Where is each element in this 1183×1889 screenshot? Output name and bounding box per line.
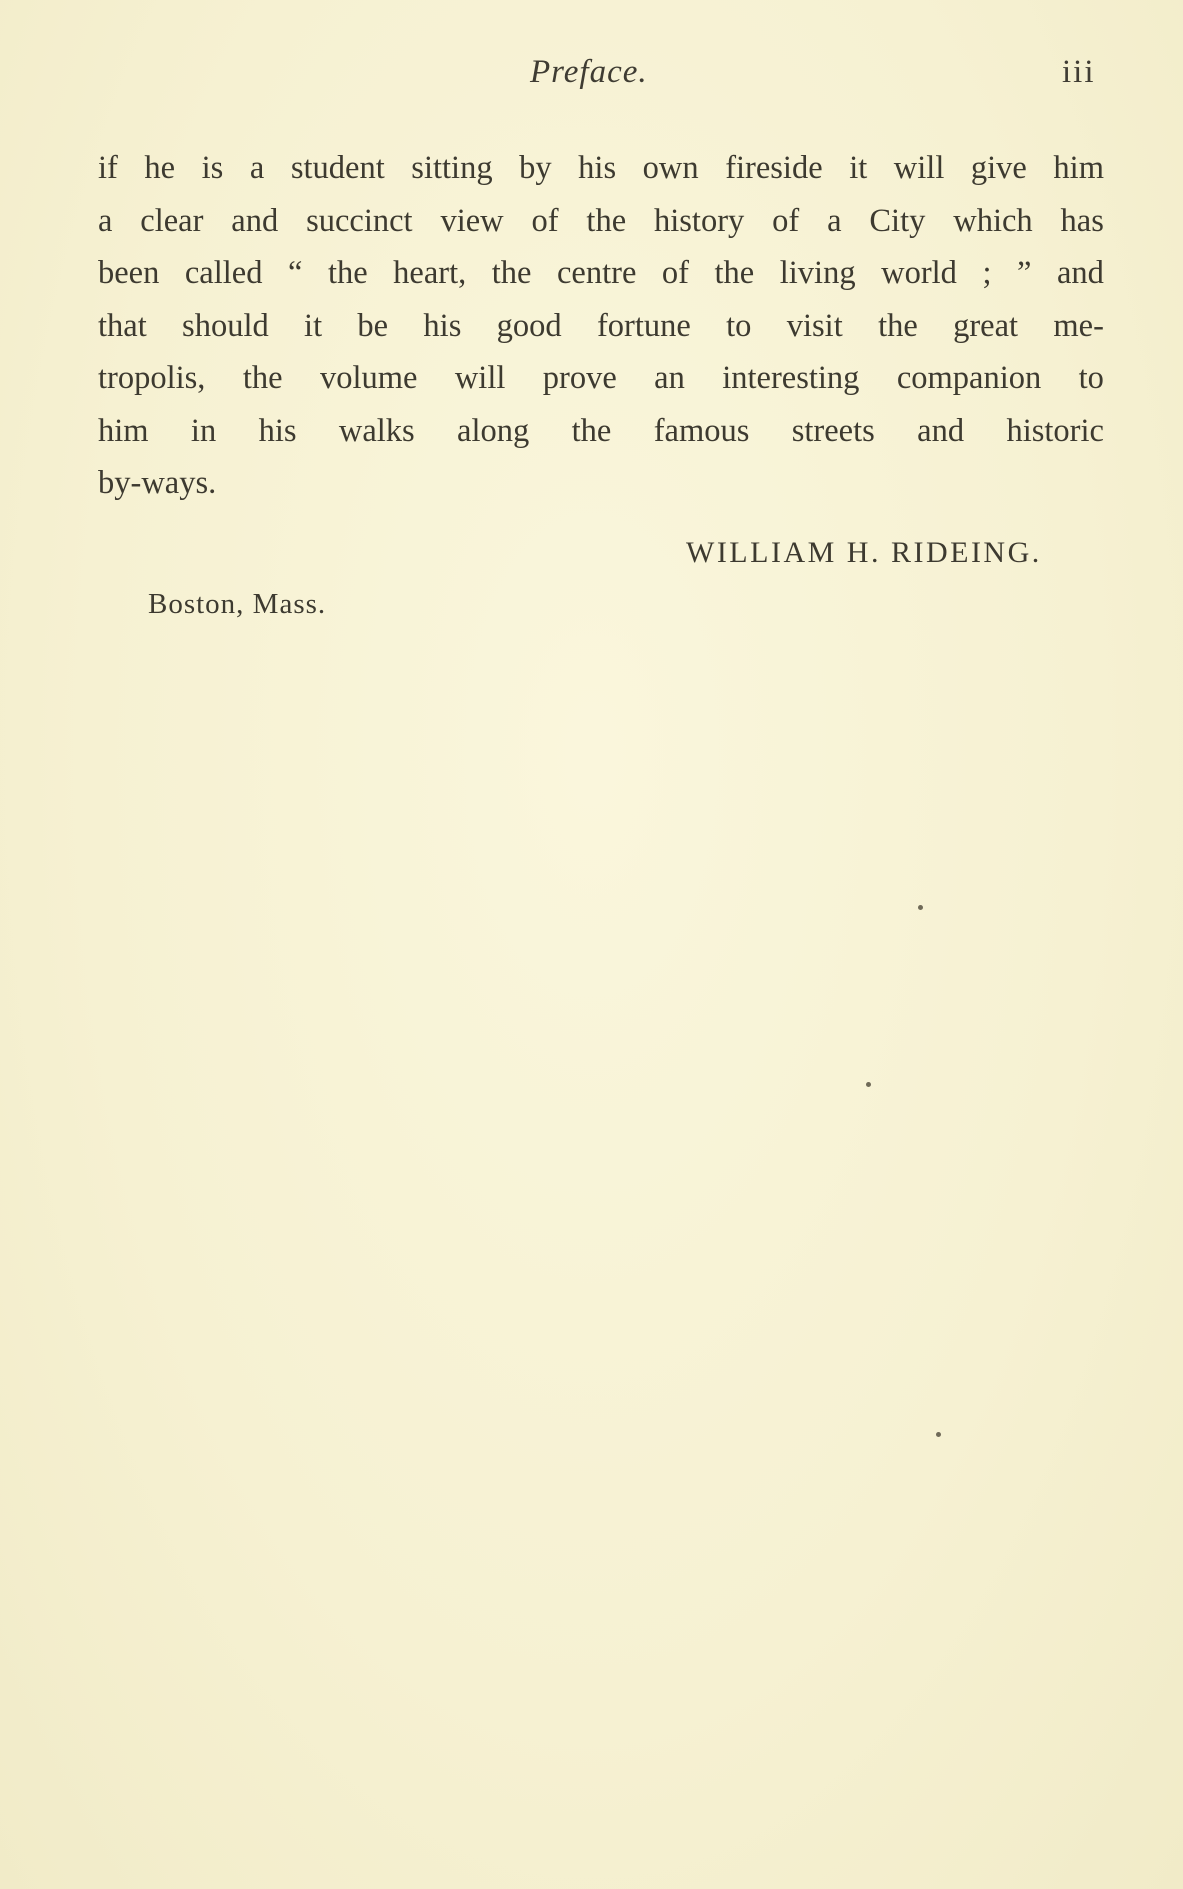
word: the (586, 202, 627, 239)
word: view (440, 202, 504, 239)
word: of (531, 202, 559, 239)
word: should (182, 307, 269, 344)
word: of (661, 255, 689, 291)
word: the (571, 412, 612, 449)
word: clear (140, 202, 204, 239)
page-number: iii (1062, 54, 1096, 90)
word: which (953, 202, 1033, 239)
word: a (249, 150, 265, 186)
word: student (290, 150, 385, 186)
word: “ (287, 255, 303, 291)
word: famous (653, 412, 750, 449)
word: great (953, 307, 1019, 344)
place-line: Boston, Mass. (148, 588, 327, 620)
word: ” (1016, 255, 1032, 291)
word: the (878, 307, 918, 344)
word: and (1056, 255, 1104, 291)
word: and (231, 202, 279, 239)
text-line (98, 405, 1104, 458)
word: that (98, 307, 147, 344)
word: him (1053, 150, 1104, 186)
word: to (1078, 360, 1104, 396)
text-line (98, 195, 1104, 248)
word: good (496, 307, 562, 344)
word: his (423, 307, 462, 344)
word: in (190, 412, 217, 449)
word: fireside (725, 150, 823, 186)
word: be (357, 307, 389, 344)
word: the (242, 360, 283, 396)
word: the (714, 255, 755, 291)
paper-speck (918, 905, 923, 910)
word: prove (542, 360, 617, 396)
word: tropolis, (98, 360, 206, 396)
paper-speck (866, 1082, 871, 1087)
word: interesting (722, 360, 860, 396)
preface-paragraph (98, 142, 1104, 510)
word: heart, (393, 255, 467, 291)
author-signature: WILLIAM H. RIDEING. (686, 536, 1042, 569)
word: his (578, 150, 617, 186)
word: of (772, 202, 800, 239)
word: been (98, 255, 160, 291)
word: along (457, 412, 530, 449)
word: will (893, 150, 945, 186)
word: fortune (596, 307, 691, 344)
word: the (491, 255, 532, 291)
word: history (654, 202, 745, 239)
word: it (849, 150, 868, 186)
word: if (98, 150, 118, 186)
word: companion (896, 360, 1042, 396)
word: ; (982, 255, 992, 291)
word: to (726, 307, 752, 344)
word: world (881, 255, 957, 291)
word: will (454, 360, 506, 396)
word: walks (338, 412, 415, 449)
word: and (917, 412, 965, 449)
word: sitting (411, 150, 493, 186)
text-line (98, 352, 1104, 405)
running-title: Preface. (530, 54, 648, 90)
word: an (654, 360, 685, 396)
word: historic (1006, 412, 1104, 449)
word: give (970, 150, 1027, 186)
word: called (184, 255, 263, 291)
word: a (98, 202, 113, 239)
text-line: by-ways. (98, 465, 217, 501)
word: a (827, 202, 842, 239)
paper-speck (936, 1432, 941, 1437)
word: City (869, 202, 926, 239)
word: own (642, 150, 699, 186)
word: it (304, 307, 323, 344)
word: is (201, 150, 224, 186)
text-line (98, 247, 1104, 300)
word: his (258, 412, 297, 449)
word: living (779, 255, 856, 291)
word: succinct (306, 202, 413, 239)
word: centre (557, 255, 637, 291)
word: him (98, 412, 149, 449)
word: visit (786, 307, 843, 344)
word: volume (319, 360, 418, 396)
word: has (1060, 202, 1104, 239)
word: he (144, 150, 176, 186)
word: streets (791, 412, 875, 449)
word: by (519, 150, 552, 186)
word: the (327, 255, 368, 291)
running-head (0, 54, 1183, 98)
text-line (98, 142, 1104, 195)
text-line (98, 300, 1104, 353)
word: me- (1053, 307, 1104, 344)
